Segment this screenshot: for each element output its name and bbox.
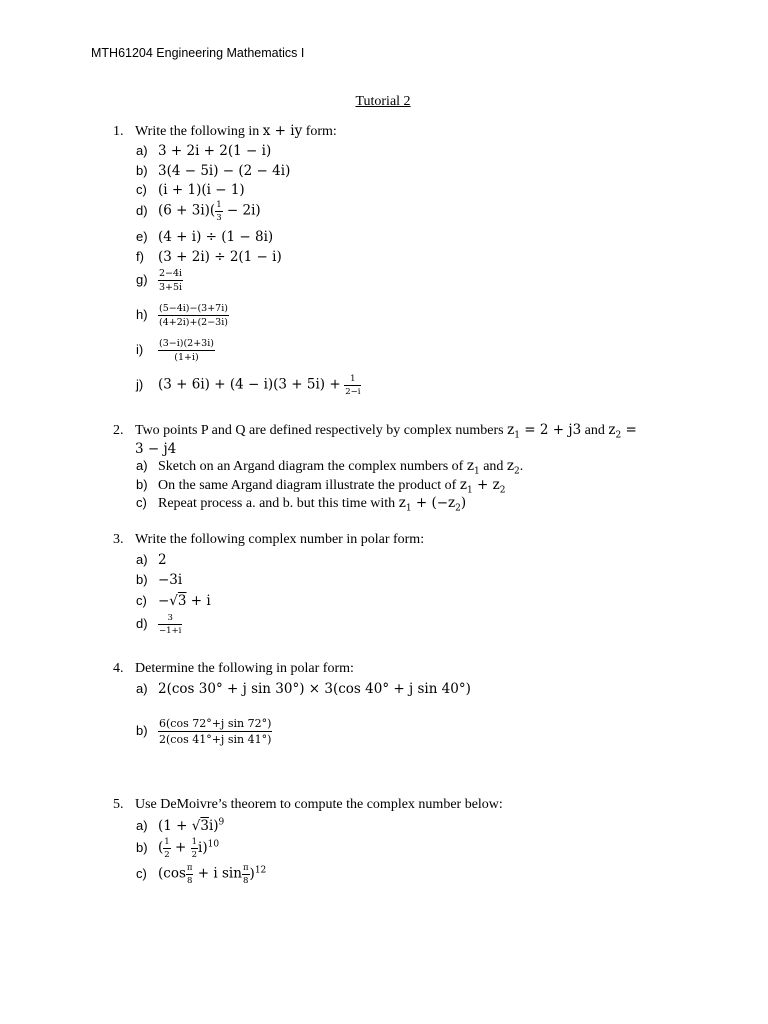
item-expression: (1 + √ xyxy=(158,818,201,834)
fraction-denominator: 2−i xyxy=(345,387,361,397)
subscript: 1 xyxy=(405,503,412,514)
fraction xyxy=(344,374,361,397)
radicand: 3 xyxy=(200,818,209,834)
item-label: c) xyxy=(136,495,147,510)
item-expression-end: − 2i) xyxy=(222,202,261,219)
item-label: j) xyxy=(136,376,144,392)
fraction xyxy=(158,303,229,328)
form-expression: x + iy xyxy=(262,123,303,139)
fraction-numerator: π xyxy=(242,863,249,873)
fraction-denominator: 8 xyxy=(186,876,193,886)
question-number: 3. xyxy=(113,532,124,547)
item-expression: −√ xyxy=(158,593,178,609)
item-expression: ( xyxy=(158,839,164,856)
q4-item-b xyxy=(136,717,272,746)
variable: z xyxy=(492,477,500,493)
fraction xyxy=(191,837,198,860)
z2-expression xyxy=(608,422,637,441)
course-header: MTH61204 Engineering Mathematics I xyxy=(91,46,305,60)
fraction-denominator: (1+i) xyxy=(174,352,199,363)
fraction-denominator: 3 xyxy=(216,213,222,223)
fraction-denominator: 2 xyxy=(164,850,170,860)
q2-item-a xyxy=(136,458,523,475)
subscript: 2 xyxy=(514,466,520,477)
fraction-numerator: 6(cos 72°+j sin 72°) xyxy=(159,717,272,730)
item-text: On the same Argand diagram illustrate the product of xyxy=(158,478,457,493)
variable: z xyxy=(466,458,474,474)
fraction-numerator: 1 xyxy=(216,200,222,210)
subscript: 2 xyxy=(499,485,506,496)
variable: z xyxy=(448,495,456,511)
q2-item-b xyxy=(136,477,505,494)
subscript: 1 xyxy=(514,430,520,441)
operator: + (− xyxy=(411,495,449,511)
item-label: b) xyxy=(136,477,148,492)
item-label: d) xyxy=(136,615,148,631)
title-text: Tutorial 2 xyxy=(355,94,411,109)
operator: + xyxy=(472,477,493,493)
item-expression: 2 xyxy=(158,552,167,568)
fraction-denominator: 3+5i xyxy=(159,282,183,293)
item-label: b) xyxy=(136,722,148,738)
variable: z xyxy=(398,495,406,511)
question-text: Write the following complex number in polar form: xyxy=(135,532,425,547)
fraction-denominator: (4+2i)+(2−3i) xyxy=(159,317,228,328)
fraction-numerator: 1 xyxy=(344,374,361,386)
question-1 xyxy=(113,123,337,140)
page-title xyxy=(0,94,768,110)
fraction xyxy=(163,837,170,860)
item-expression: (4 + i) ÷ (1 − 8i) xyxy=(158,229,274,245)
q3-item-d xyxy=(136,613,182,636)
q3-item-a xyxy=(136,552,167,569)
variable: z xyxy=(608,422,616,438)
item-label: a) xyxy=(136,458,148,473)
z1-expression xyxy=(507,422,582,441)
q5-item-a xyxy=(136,818,224,835)
item-label: b) xyxy=(136,839,148,855)
fraction-denominator: 2(cos 41°+j sin 41°) xyxy=(159,733,272,746)
q1-item-f xyxy=(136,249,282,266)
fraction-denominator: 8 xyxy=(243,876,249,886)
fraction xyxy=(242,863,250,886)
fraction xyxy=(158,268,183,293)
question-number: 5. xyxy=(113,797,124,812)
question-text: Two points P and Q are defined respectively by complex numbers xyxy=(135,423,504,438)
operator: + i sin xyxy=(193,865,242,882)
z2-value: 3 − j4 xyxy=(135,441,177,457)
item-label: g) xyxy=(136,271,148,287)
exponent: 12 xyxy=(254,865,267,876)
subscript: 2 xyxy=(455,503,461,514)
fraction xyxy=(158,717,272,746)
item-expression: (cos xyxy=(158,865,186,882)
fraction xyxy=(158,613,182,636)
item-label: e) xyxy=(136,229,148,244)
item-label: i) xyxy=(136,341,144,357)
item-label: c) xyxy=(136,593,147,608)
fraction-numerator: 2−4i xyxy=(159,268,183,279)
exponent: 9 xyxy=(218,817,225,828)
fraction-denominator: −1+i xyxy=(159,626,182,636)
item-expression: (i + 1)(i − 1) xyxy=(158,182,245,198)
item-expression-end: i) xyxy=(208,818,219,834)
fraction-denominator: 2 xyxy=(191,850,198,860)
fraction xyxy=(158,338,215,363)
q4-item-a xyxy=(136,681,471,698)
conjunction: and xyxy=(584,423,605,438)
fraction-numerator: (3−i)(2+3i) xyxy=(159,338,214,349)
question-text: Write the following in xyxy=(135,124,260,139)
item-text: Repeat process a. and b. but this time with xyxy=(158,496,396,511)
fraction-numerator: (5−4i)−(3+7i) xyxy=(159,303,228,314)
q1-item-d xyxy=(136,200,261,223)
question-text: Use DeMoivre’s theorem to compute the complex number below: xyxy=(135,797,503,812)
q1-item-j xyxy=(136,374,361,397)
item-label: h) xyxy=(136,306,148,322)
item-expression: (3 + 6i) + (4 − i)(3 + 5i) + xyxy=(158,376,341,393)
q3-item-b xyxy=(136,572,182,589)
question-number: 1. xyxy=(113,124,124,139)
item-text: Sketch on an Argand diagram the complex numbers of xyxy=(158,459,464,474)
item-label: f) xyxy=(136,249,144,264)
fraction-numerator: 1 xyxy=(164,837,170,847)
item-label: a) xyxy=(136,681,148,696)
item-label: b) xyxy=(136,572,148,587)
q1-item-e xyxy=(136,229,273,246)
item-label: a) xyxy=(136,143,148,158)
question-number: 4. xyxy=(113,661,124,676)
item-expression: (6 + 3i)( xyxy=(158,202,216,219)
item-expression-end: ) xyxy=(249,865,255,882)
item-label: c) xyxy=(136,865,147,881)
question-5 xyxy=(113,797,503,813)
item-expression: (3 + 2i) ÷ 2(1 − i) xyxy=(158,249,282,265)
q1-item-h xyxy=(136,303,229,328)
item-label: d) xyxy=(136,202,148,218)
radicand: 3 xyxy=(177,593,187,609)
question-number: 2. xyxy=(113,423,124,438)
question-text: Determine the following in polar form: xyxy=(135,661,354,676)
item-expression-end: i) xyxy=(198,839,208,856)
q1-item-g xyxy=(136,268,183,293)
item-label: a) xyxy=(136,552,148,567)
item-label: a) xyxy=(136,818,148,833)
item-label: c) xyxy=(136,182,147,197)
question-3 xyxy=(113,532,424,548)
subscript: 1 xyxy=(473,466,480,477)
item-expression: 2(cos 30° + j sin 30°) × 3(cos 40° + j sin 40°) xyxy=(158,681,471,697)
punctuation: . xyxy=(519,459,524,474)
value: = xyxy=(621,422,637,438)
conjunction: and xyxy=(483,459,504,474)
q1-item-i xyxy=(136,338,215,363)
variable: z xyxy=(506,458,515,474)
q3-item-c xyxy=(136,593,211,610)
question-2-continued xyxy=(135,441,176,458)
fraction xyxy=(215,200,222,223)
item-label: b) xyxy=(136,163,148,178)
q5-item-c xyxy=(136,863,266,886)
variable: z xyxy=(459,477,467,493)
item-expression: 3(4 − 5i) − (2 − 4i) xyxy=(158,163,291,179)
q1-item-c xyxy=(136,182,245,199)
item-expression-end: + i xyxy=(186,593,211,609)
exponent: 10 xyxy=(207,839,220,850)
question-2 xyxy=(113,422,637,439)
operator: + xyxy=(170,839,191,856)
punctuation: ) xyxy=(460,495,467,511)
q5-item-b xyxy=(136,837,219,860)
item-expression: 3 + 2i + 2(1 − i) xyxy=(158,143,272,159)
question-text-end: form: xyxy=(305,124,337,139)
question-4 xyxy=(113,661,354,677)
item-expression: −3i xyxy=(158,572,183,588)
q2-item-c xyxy=(136,495,466,512)
q1-item-b xyxy=(136,163,290,180)
variable: z xyxy=(507,422,515,438)
fraction-numerator: π xyxy=(186,863,193,873)
fraction-numerator: 3 xyxy=(158,613,182,625)
value: = 2 + j3 xyxy=(520,422,582,438)
q1-item-a xyxy=(136,143,271,160)
subscript: 2 xyxy=(615,430,622,441)
subscript: 1 xyxy=(466,485,473,496)
fraction-numerator: 1 xyxy=(191,837,198,847)
